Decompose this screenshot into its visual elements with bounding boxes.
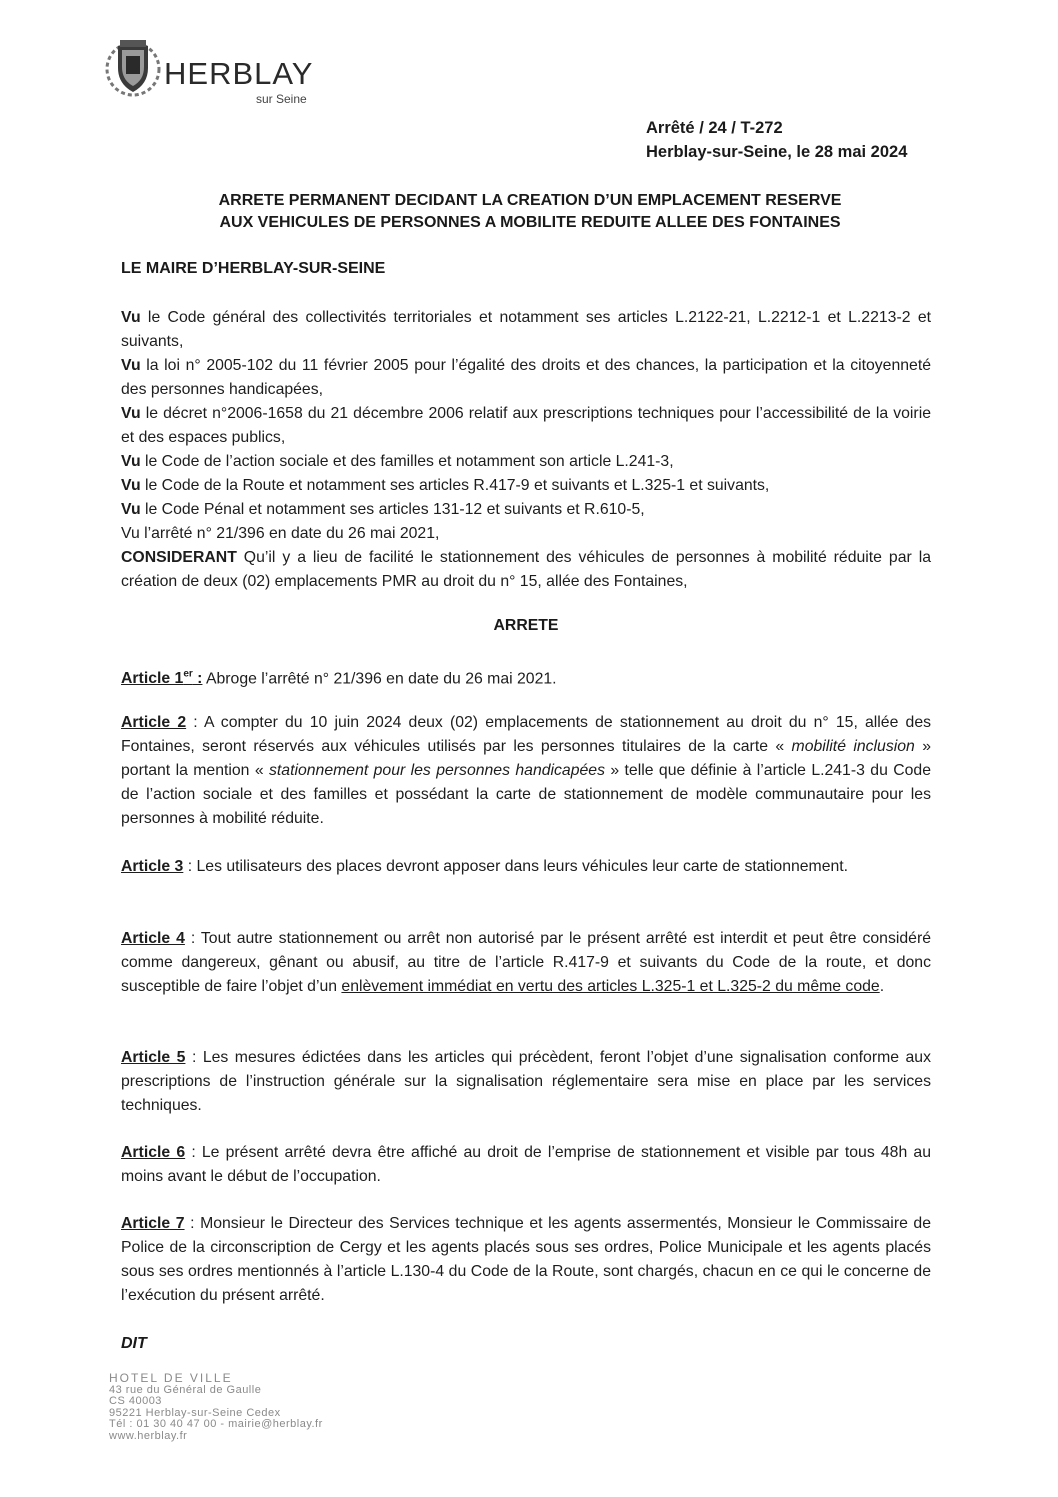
visa-lead: Vu <box>121 453 141 470</box>
logo-subtitle: sur Seine <box>256 92 307 106</box>
visas-list <box>121 306 931 594</box>
footer-line: 43 rue du Général de Gaulle <box>109 1383 262 1396</box>
footer-line: CS 40003 <box>109 1395 162 1407</box>
italic-stationnement-mention: stationnement pour les personnes handicapées <box>269 762 605 779</box>
article-label: Article 3 <box>121 858 184 875</box>
article-2: Article 2 : A compter du 10 juin 2024 deux (02) emplacements de stationnement au droit du n° 15, allée des Fontaines, seront réservés aux véhicules utilisés par les personnes titulaires de la carte « mobilité inclusion » portant la mention « stationnement pour les personnes handicapées » telle que définie à l’article L.241-3 du Code de l’action sociale et des familles et possédant la carte de stationnement de modèle communautaire pour les personnes à mobilité réduite. <box>121 714 932 827</box>
visa-item <box>121 354 931 402</box>
reference-block <box>646 116 907 164</box>
dit-heading: DIT <box>121 1335 147 1352</box>
article-3 <box>121 855 931 879</box>
title-line-1: ARRETE PERMANENT DECIDANT LA CREATION D’UN EMPLACEMENT RESERVE <box>218 192 842 209</box>
underlined-removal-clause: enlèvement immédiat en vertu des articles L.325-1 et L.325-2 du même code <box>341 978 880 995</box>
visa-item <box>121 546 931 594</box>
footer-line: 95221 Herblay-sur-Seine Cedex <box>109 1406 281 1419</box>
visa-item <box>121 306 931 354</box>
visa-item <box>121 402 931 450</box>
article-label: Article 1er : <box>121 669 203 688</box>
visa-lead: Vu <box>121 405 141 422</box>
article-text: : Les utilisateurs des places devront apposer dans leurs véhicules leur carte de stationnement. <box>183 858 849 875</box>
footer-line: HOTEL DE VILLE <box>109 1371 233 1385</box>
visa-item <box>121 498 931 522</box>
herblay-coat-of-arms-icon <box>104 36 162 98</box>
article-text: : Les mesures édictées dans les articles qui précèdent, feront l’objet d’une signalisation conforme aux prescriptions de l’instruction générale sur la signalisation réglementaire sera mise en place par les services techniques. <box>121 1049 931 1114</box>
visa-item <box>121 474 931 498</box>
visa-item <box>121 450 931 474</box>
mayor-heading: LE MAIRE D’HERBLAY-SUR-SEINE <box>121 260 386 277</box>
visa-text: le Code de la Route et notamment ses articles R.417-9 et suivants et L.325-1 et suivants, <box>140 477 770 494</box>
arrete-heading: ARRETE <box>493 617 559 634</box>
article-text: Abroge l’arrêté n° 21/396 en date du 26 mai 2021. <box>202 670 557 688</box>
visa-lead: CONSIDERANT <box>121 549 237 566</box>
article-1 <box>121 663 931 691</box>
visa-text: Qu’il y a lieu de facilité le stationnement des véhicules de personnes à mobilité réduite par la création de deux (02) emplacements PMR au droit du n° 15, allée des Fontaines, <box>121 549 931 590</box>
visa-text: le Code de l’action sociale et des familles et notamment son article L.241-3, <box>140 453 674 470</box>
visa-text: la loi n° 2005-102 du 11 février 2005 pour l’égalité des droits et des chances, la participation et la citoyenneté des personnes handicapées, <box>121 357 931 398</box>
title-line-2: AUX VEHICULES DE PERSONNES A MOBILITE REDUITE ALLEE DES FONTAINES <box>219 214 841 231</box>
article-text: : Monsieur le Directeur des Services technique et les agents assermentés, Monsieur le Commissaire de Police de la circonscription de Cergy et les agents placés sous ses ordres, Police Municipale et les agents placés sous ses ordres mentionnés à l’article L.130-4 du Code de la Route, sont chargés, chacun en ce qui le concerne de l’exécution du présent arrêté. <box>121 1215 932 1304</box>
visa-lead: Vu <box>121 357 141 374</box>
visa-text: Vu l’arrêté n° 21/396 en date du 26 mai 2021, <box>121 525 440 542</box>
footer-link[interactable]: www.herblay.fr <box>109 1429 188 1442</box>
visa-lead: Vu <box>121 501 141 518</box>
visa-text: le décret n°2006-1658 du 21 décembre 2006 relatif aux prescriptions techniques pour l’accessibilité de la voirie et des espaces publics, <box>121 405 931 446</box>
herblay-logo <box>104 36 334 106</box>
visa-lead: Vu <box>121 309 141 326</box>
italic-mobilite-inclusion: mobilité inclusion <box>791 738 915 755</box>
visa-item <box>121 522 931 546</box>
article-label: Article 7 <box>121 1215 185 1232</box>
article-label: Article 6 <box>121 1144 186 1161</box>
article-7 <box>121 1212 931 1308</box>
article-label: Article 4 <box>121 930 185 947</box>
place-date: Herblay-sur-Seine, le 28 mai 2024 <box>646 143 908 161</box>
logo-name: HERBLAY <box>164 56 314 91</box>
visa-lead: Vu <box>121 477 141 494</box>
visa-text: le Code Pénal et notamment ses articles 131-12 et suivants et R.610-5, <box>140 501 645 518</box>
article-text: : Le présent arrêté devra être affiché au droit de l’emprise de stationnement et visible par tous 48h au moins avant le début de l’occupation. <box>121 1144 931 1185</box>
footer-line: Tél : 01 30 40 47 00 - mairie@herblay.fr <box>109 1418 323 1430</box>
article-label: Article 2 <box>121 714 187 731</box>
article-label: Article 5 <box>121 1049 186 1066</box>
article-5 <box>121 1046 931 1118</box>
document-title <box>120 190 940 234</box>
article-6 <box>121 1141 931 1189</box>
visa-text: le Code général des collectivités territoriales et notamment ses articles L.2122-21, L.2212-1 et L.2213-2 et suivants, <box>121 309 931 350</box>
article-4: Article 4 : Tout autre stationnement ou arrêt non autorisé par le présent arrêté est interdit et peut être considéré comme dangereux, gênant ou abusif, au titre de l’article R.417-9 et suivants du Code de la route, et donc susceptible de faire l’objet d’un enlèvement immédiat en vertu des articles L.325-1 et L.325-2 du même code. <box>121 930 931 995</box>
footer-address <box>109 1373 323 1442</box>
reference-number: Arrêté / 24 / T-272 <box>646 119 783 137</box>
